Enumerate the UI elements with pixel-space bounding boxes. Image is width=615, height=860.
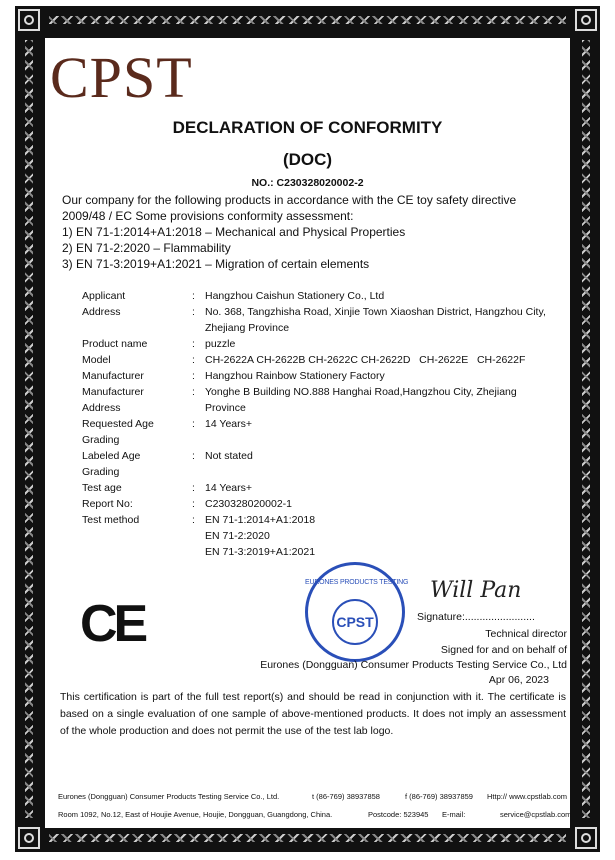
border-corner	[575, 827, 597, 849]
field-label: Product name	[82, 338, 148, 350]
signer-role: Technical director	[485, 628, 567, 640]
cpst-logo: CPST	[50, 45, 193, 110]
field-label: Grading	[82, 434, 120, 446]
signing-company: Eurones (Dongguan) Consumer Products Testing Service Co., Ltd	[260, 659, 567, 671]
standard-item: 1) EN 71-1:2014+A1:2018 – Mechanical and Physical Properties	[62, 225, 406, 239]
field-label: Grading	[82, 466, 120, 478]
stamp-ring-text: EURONES PRODUCTS TESTING	[305, 579, 409, 586]
border-corner	[18, 9, 40, 31]
footer-tel: t (86-769) 38937858	[312, 792, 380, 801]
field-value: EN 71-2:2020	[205, 530, 270, 542]
field-label: Model	[82, 354, 111, 366]
field-value: Not stated	[205, 450, 253, 462]
field-value: CH-2622A CH-2622B CH-2622C CH-2622D CH-2622E CH-2622F	[205, 354, 526, 366]
field-value: Province	[205, 402, 246, 414]
colon: :	[192, 370, 195, 382]
company-stamp	[305, 562, 409, 662]
field-label: Report No:	[82, 498, 133, 510]
border-braid-top	[49, 16, 566, 24]
footer-company: Eurones (Dongguan) Consumer Products Testing Service Co., Ltd.	[58, 792, 280, 801]
field-value: puzzle	[205, 338, 236, 350]
field-value: Yonghe B Building NO.888 Hanghai Road,Hangzhou City, Zhejiang	[205, 386, 517, 398]
intro-line: 2009/48 / EC Some provisions conformity assessment:	[62, 209, 354, 223]
field-label: Manufacturer	[82, 370, 144, 382]
handwritten-signature: Will Pan	[430, 578, 522, 603]
field-label: Manufacturer	[82, 386, 144, 398]
field-value: Hangzhou Caishun Stationery Co., Ltd	[205, 290, 385, 302]
standard-item: 2) EN 71-2:2020 – Flammability	[62, 241, 231, 255]
field-label: Test age	[82, 482, 122, 494]
field-value: No. 368, Tangzhisha Road, Xinjie Town Xiaoshan District, Hangzhou City,	[205, 306, 546, 318]
ce-mark: CE	[80, 595, 145, 653]
colon: :	[192, 418, 195, 430]
document-title: DECLARATION OF CONFORMITY	[172, 118, 443, 137]
field-label: Test method	[82, 514, 140, 526]
footer-fax: f (86-769) 38937859	[405, 792, 473, 801]
colon: :	[192, 514, 195, 526]
field-label: Applicant	[82, 290, 126, 302]
colon: :	[192, 290, 195, 302]
colon: :	[192, 450, 195, 462]
colon: :	[192, 482, 195, 494]
footer-address: Room 1092, No.12, East of Houjie Avenue, Houjie, Dongguan, Guangdong, China.	[58, 810, 333, 819]
field-value: Zhejiang Province	[205, 322, 290, 334]
stamp-center-text: CPST	[332, 599, 378, 645]
colon: :	[192, 306, 195, 318]
border-corner	[18, 827, 40, 849]
border-braid-bottom	[49, 834, 566, 842]
field-value: C230328020002-1	[205, 498, 292, 510]
field-value: EN 71-3:2019+A1:2021	[205, 546, 316, 558]
document-number: NO.: C230328020002-2	[251, 177, 364, 189]
field-label: Requested Age	[82, 418, 154, 430]
footer-email-label: E-mail:	[442, 810, 466, 819]
colon: :	[192, 386, 195, 398]
certification-note: This certification is part of the full test report(s) and should be read in conjunction with it. The certificate is based on a single evaluation of one sample of above-mentioned products. It does not imply an assessment of the whole production and does not permit the use of the test lab logo.	[60, 691, 566, 737]
field-label: Address	[82, 306, 121, 318]
intro-line: Our company for the following products in accordance with the CE toy safety directive	[62, 193, 517, 207]
border-corner	[575, 9, 597, 31]
signature-date: Apr 06, 2023	[488, 674, 549, 686]
standard-item: 3) EN 71-3:2019+A1:2021 – Migration of certain elements	[62, 257, 370, 271]
field-value: 14 Years+	[205, 418, 253, 430]
field-label: Labeled Age	[82, 450, 141, 462]
field-label: Address	[82, 402, 121, 414]
colon: :	[192, 354, 195, 366]
field-value: Hangzhou Rainbow Stationery Factory	[205, 370, 385, 382]
field-value: 14 Years+	[205, 482, 253, 494]
footer-email[interactable]: service@cpstlab.com	[500, 810, 572, 819]
document-subtitle: (DOC)	[282, 150, 333, 169]
footer-postcode: Postcode: 523945	[368, 810, 429, 819]
signature-label: Signature:........................	[417, 611, 535, 623]
footer-website[interactable]: Http:// www.cpstlab.com	[487, 792, 568, 801]
signed-on-behalf: Signed for and on behalf of	[440, 644, 567, 656]
colon: :	[192, 338, 195, 350]
colon: :	[192, 498, 195, 510]
field-value: EN 71-1:2014+A1:2018	[205, 514, 316, 526]
